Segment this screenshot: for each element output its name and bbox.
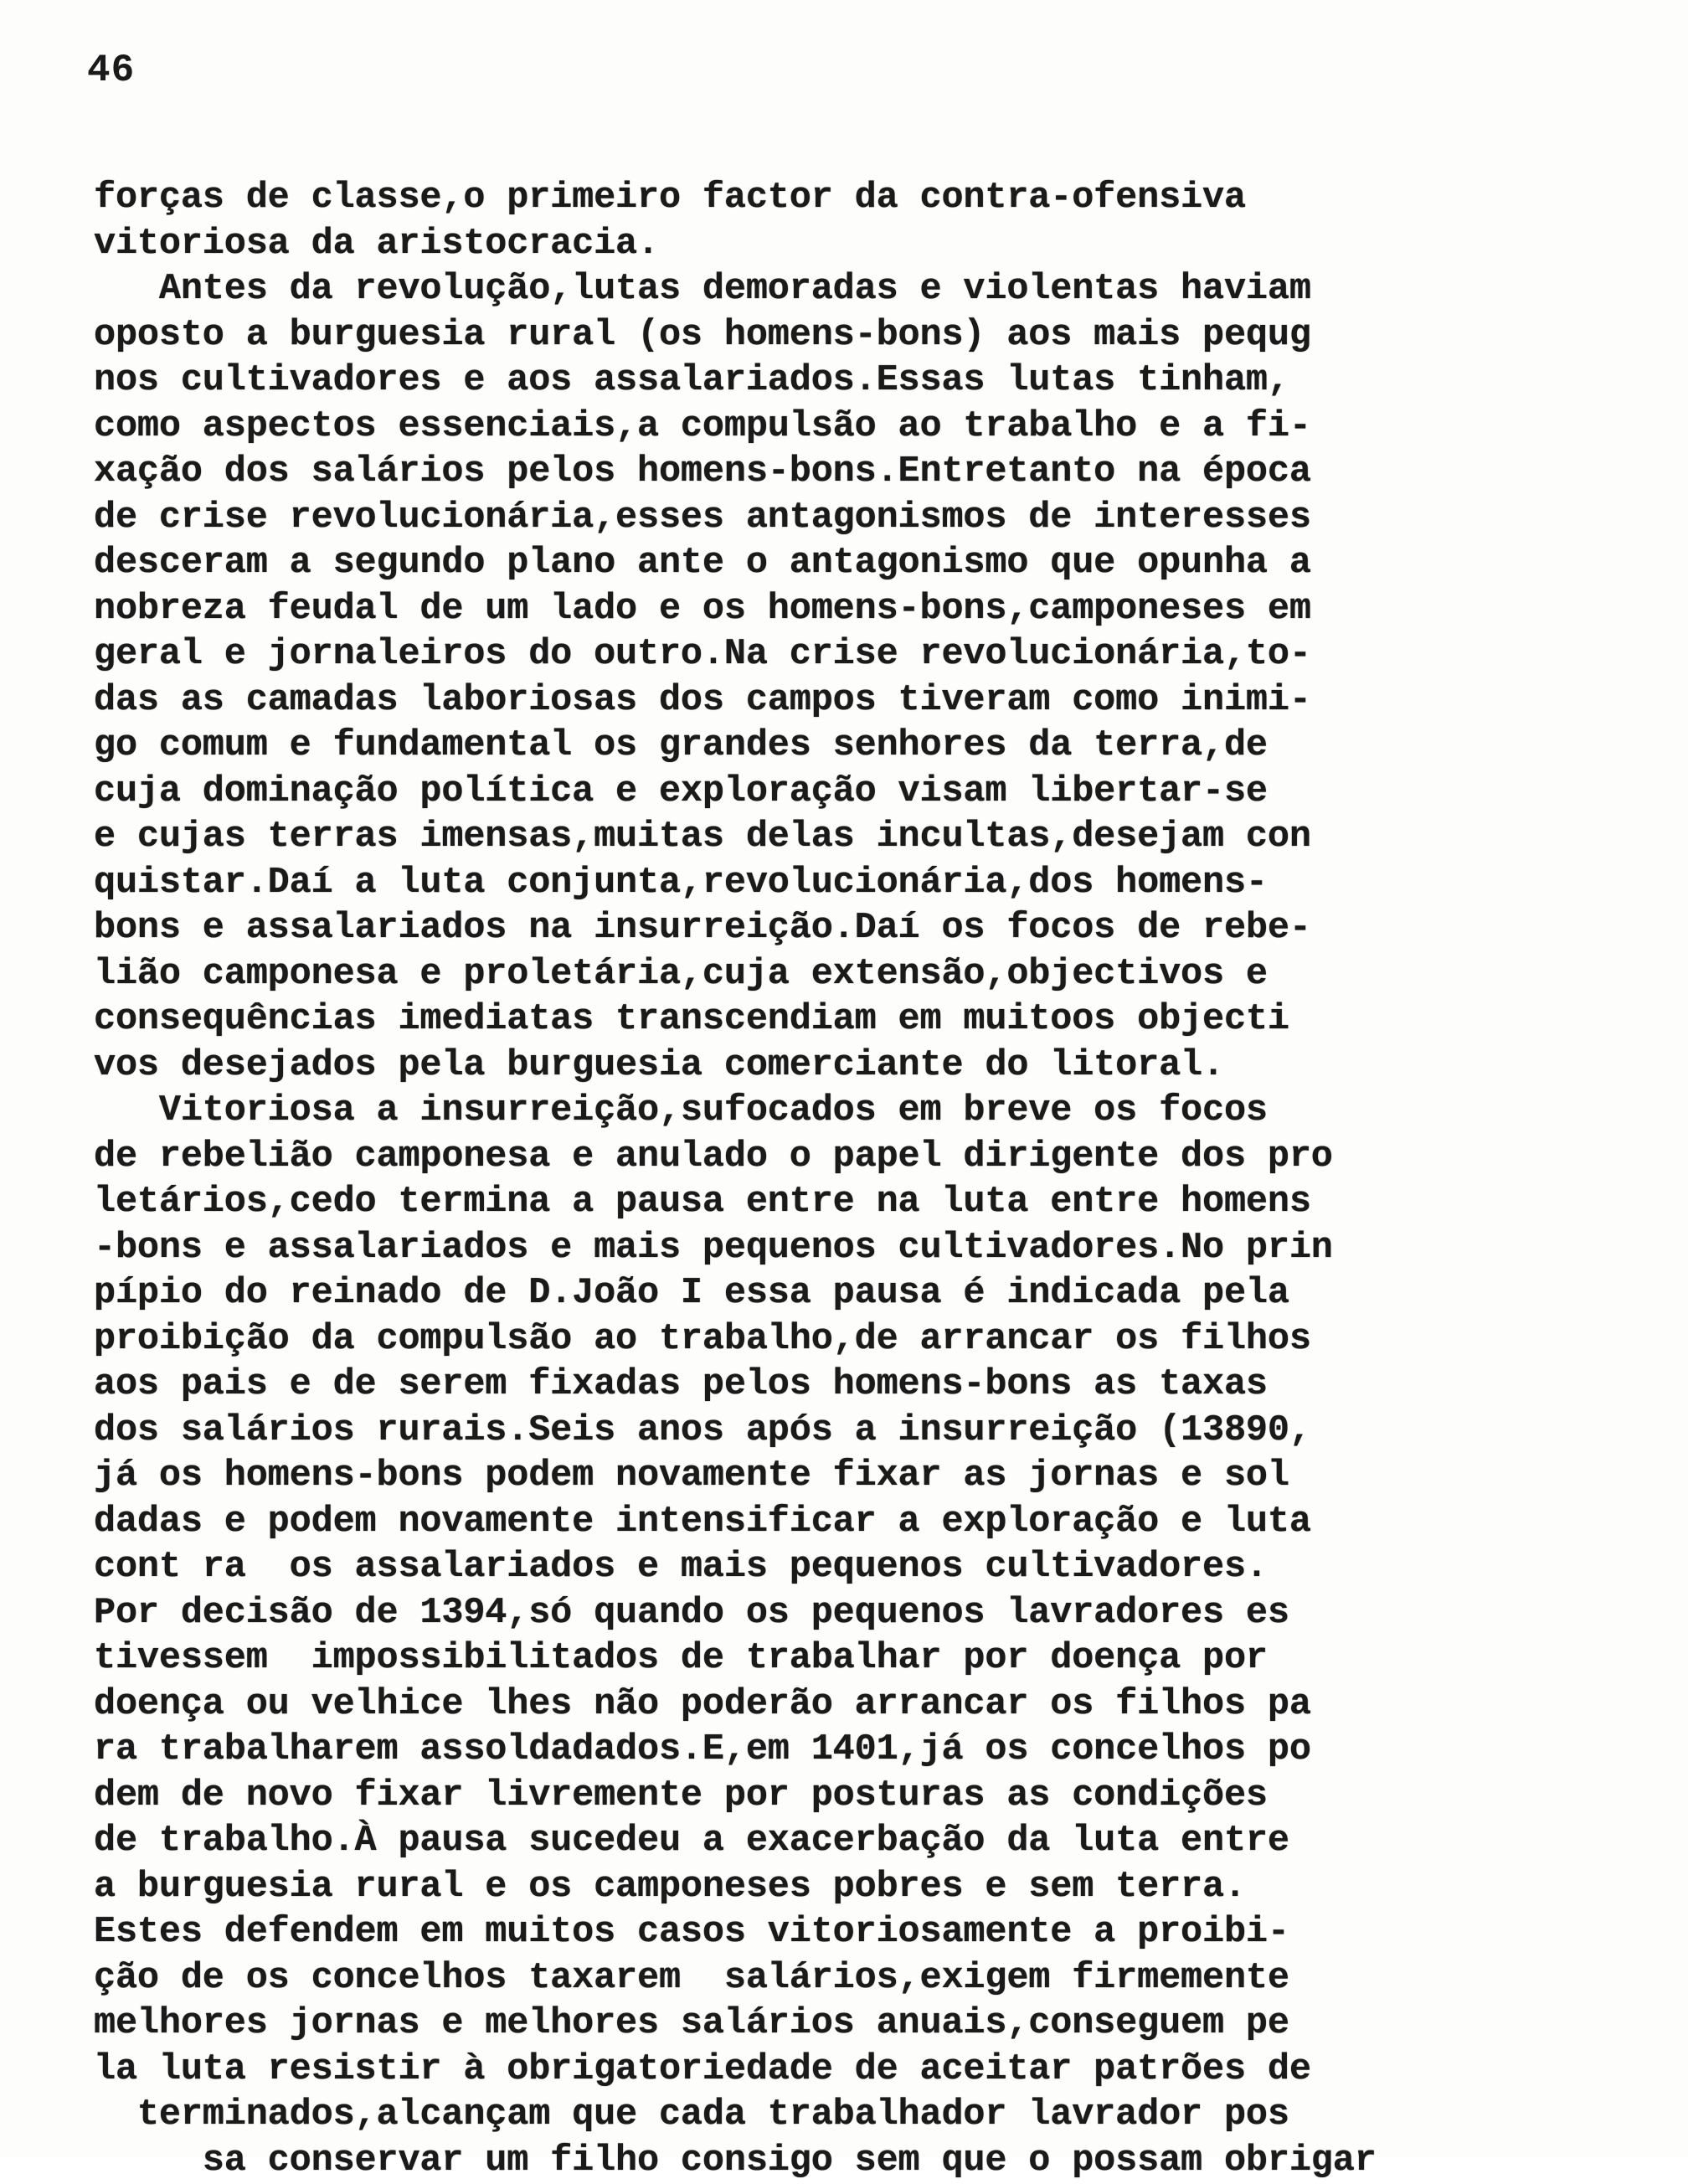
text-line: forças de classe,o primeiro factor da contra-ofensiva <box>94 176 1551 222</box>
text-line: vitoriosa da aristocracia. <box>94 222 1551 268</box>
text-line: pípio do reinado de D.João I essa pausa é indicada pela <box>94 1271 1551 1317</box>
text-line: tivessem impossibilitados de trabalhar por doença por <box>94 1636 1551 1682</box>
text-line: oposto a burguesia rural (os homens-bons) aos mais pequg <box>94 313 1551 359</box>
text-line: nobreza feudal de um lado e os homens-bons,camponeses em <box>94 587 1551 633</box>
text-line: -bons e assalariados e mais pequenos cultivadores.No prin <box>94 1226 1551 1272</box>
text-line: lião camponesa e proletária,cuja extensão,objectivos e <box>94 952 1551 998</box>
text-line: desceram a segundo plano ante o antagonismo que opunha a <box>94 541 1551 587</box>
text-line: como aspectos essenciais,a compulsão ao trabalho e a fi- <box>94 404 1551 451</box>
text-line: Antes da revolução,lutas demoradas e violentas haviam <box>94 267 1551 313</box>
text-line: doença ou velhice lhes não poderão arrancar os filhos pa <box>94 1682 1551 1728</box>
text-line: de trabalho.À pausa sucedeu a exacerbação da luta entre <box>94 1819 1551 1865</box>
text-line: vos desejados pela burguesia comerciante do litoral. <box>94 1043 1551 1089</box>
text-line: geral e jornaleiros do outro.Na crise revolucionária,to- <box>94 632 1551 678</box>
text-line: e cujas terras imensas,muitas delas incultas,desejam con <box>94 815 1551 861</box>
page-number: 46 <box>87 49 135 92</box>
text-line: dem de novo fixar livremente por posturas as condições <box>94 1774 1551 1820</box>
text-line: melhores jornas e melhores salários anuais,conseguem pe <box>94 2001 1551 2048</box>
text-line: bons e assalariados na insurreição.Daí os focos de rebe- <box>94 906 1551 952</box>
text-line: la luta resistir à obrigatoriedade de aceitar patrões de <box>94 2048 1551 2094</box>
text-line: das as camadas laboriosas dos campos tiveram como inimi- <box>94 678 1551 724</box>
text-line: Por decisão de 1394,só quando os pequenos lavradores es <box>94 1591 1551 1637</box>
text-line: Vitoriosa a insurreição,sufocados em breve os focos <box>94 1089 1551 1135</box>
text-line: de rebelião camponesa e anulado o papel dirigente dos pro <box>94 1135 1551 1181</box>
body-text <box>94 176 1551 2184</box>
text-line: go comum e fundamental os grandes senhores da terra,de <box>94 724 1551 770</box>
text-line: xação dos salários pelos homens-bons.Entretanto na época <box>94 450 1551 496</box>
text-line: quistar.Daí a luta conjunta,revolucionária,dos homens- <box>94 861 1551 907</box>
text-line: nos cultivadores e aos assalariados.Essas lutas tinham, <box>94 358 1551 404</box>
text-line: de crise revolucionária,esses antagonismos de interesses <box>94 496 1551 542</box>
text-line: dos salários rurais.Seis anos após a insurreição (13890, <box>94 1409 1551 1455</box>
text-line: ra trabalharem assoldadados.E,em 1401,já os concelhos po <box>94 1728 1551 1774</box>
text-line: proibição da compulsão ao trabalho,de arrancar os filhos <box>94 1317 1551 1363</box>
text-line: ção de os concelhos taxarem salários,exigem firmemente <box>94 1956 1551 2002</box>
text-line: dadas e podem novamente intensificar a exploração e luta <box>94 1500 1551 1546</box>
text-line: consequências imediatas transcendiam em muitoos objecti <box>94 997 1551 1043</box>
text-line: cuja dominação política e exploração visam libertar-se <box>94 770 1551 816</box>
text-line: Estes defendem em muitos casos vitoriosamente a proibi- <box>94 1910 1551 1956</box>
text-line: aos pais e de serem fixadas pelos homens-bons as taxas <box>94 1362 1551 1409</box>
text-line: cont ra os assalariados e mais pequenos cultivadores. <box>94 1545 1551 1591</box>
text-line: já os homens-bons podem novamente fixar as jornas e sol <box>94 1454 1551 1500</box>
text-line: terminados,alcançam que cada trabalhador lavrador pos <box>94 2093 1551 2139</box>
text-line: a burguesia rural e os camponeses pobres e sem terra. <box>94 1865 1551 1911</box>
text-line: letários,cedo termina a pausa entre na luta entre homens <box>94 1180 1551 1226</box>
text-line: sa conservar um filho consigo sem que o possam obrigar <box>94 2139 1551 2184</box>
